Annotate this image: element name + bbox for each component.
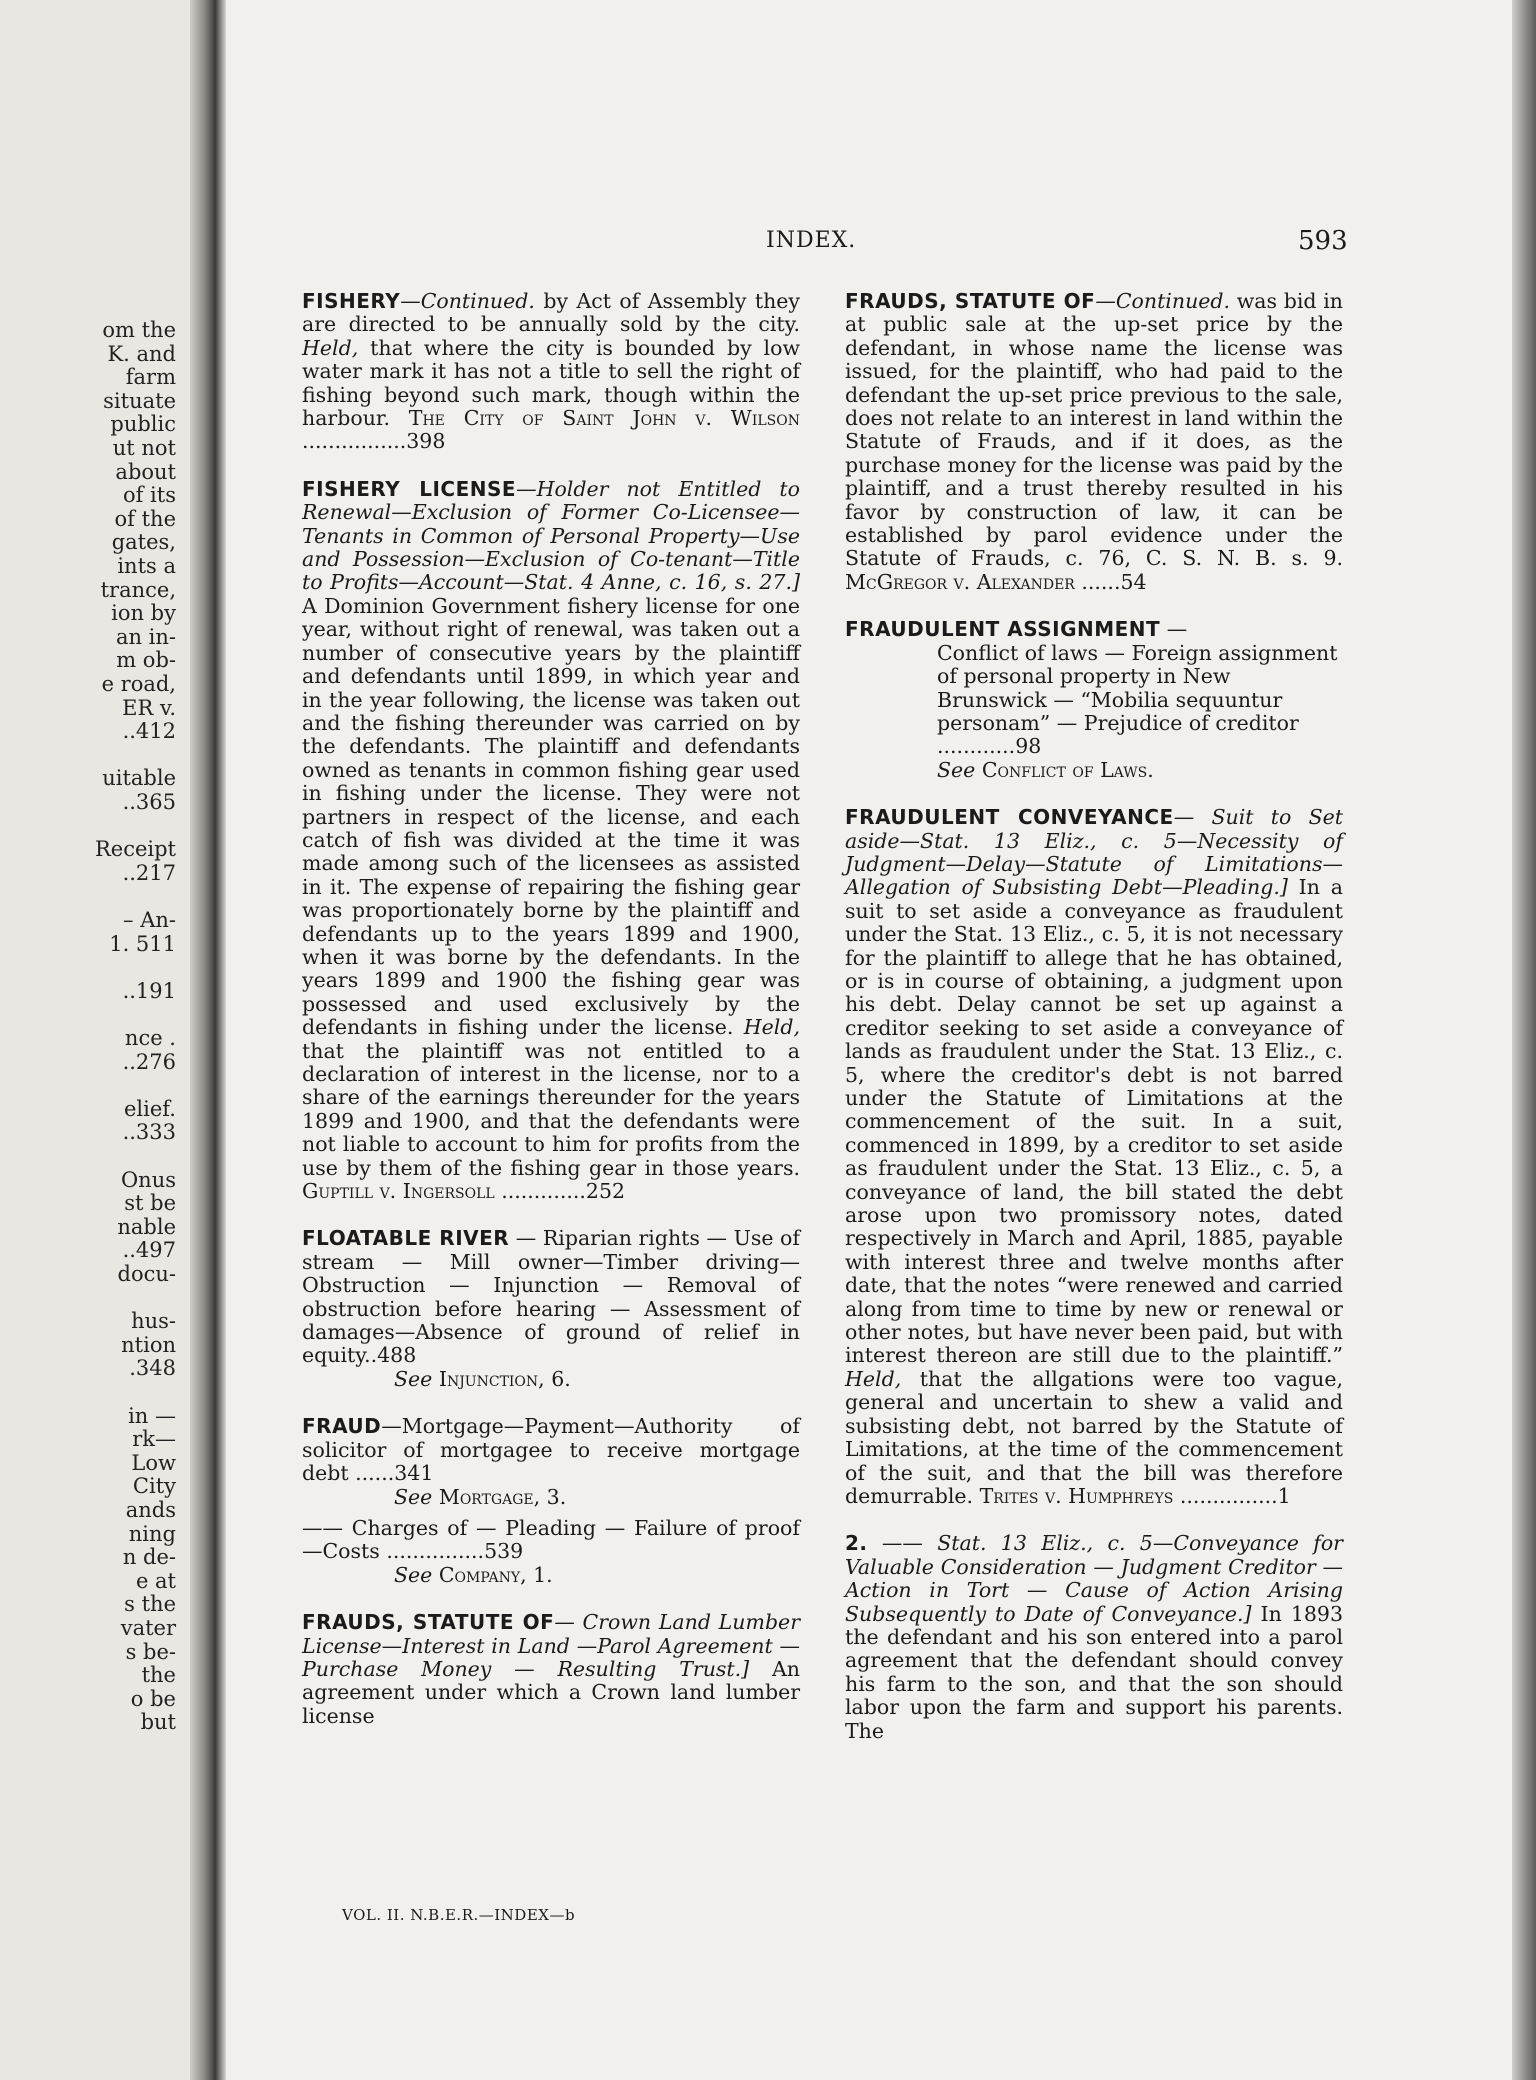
previous-page-line: st be: [124, 1191, 176, 1216]
entry-text: that the allgations were too vague, general and uncertain to shew a valid and subsisting debt, not barred by the Statute of Limitations, at the time of the commencement of the suit, and that the bill was therefore demurrable.: [845, 1366, 1343, 1508]
previous-page-line: ..191: [122, 978, 176, 1003]
page-footer: VOL. II. N.B.E.R.—INDEX—b: [342, 1906, 576, 1924]
entry-fraudulent-conveyance-2: [845, 1532, 1343, 1743]
case-name: McGregor v. Alexander: [845, 569, 1075, 594]
previous-page-line: hus-: [131, 1309, 176, 1334]
entry-fishery-continued: FISHERY—Continued. by Act of Assembly they are directed to be annually sold by the city. Held, that where the city is bounded by low water mark it has not a title to sell the right of fishing beyond such mark, though within the harbour. The City of Saint John v. Wilson ................398: [302, 289, 800, 454]
page-number: 593: [1298, 226, 1348, 256]
previous-page-line: nce .: [124, 1026, 176, 1050]
entry-number: 2.: [845, 1531, 868, 1556]
entry-subheads: — Suit to Set aside—Stat. 13 Eliz., c. 5—Necessity of Judgment—Delay—Statute of Limitations—Allegation of Subsisting Debt—Pleading.]: [845, 805, 1343, 900]
previous-page-line: ..365: [122, 790, 176, 814]
running-head: INDEX.: [766, 228, 857, 253]
entry-fraudulent-assignment: FRAUDULENT ASSIGNMENT — Conflict of laws — Foreign assignment of personal property in New Brunswick — “Mobilia sequuntur personam” — Prejudice of creditor ............98 See Conflict of Laws.: [845, 617, 1338, 782]
case-page: 252: [585, 1179, 626, 1204]
previous-page-line: uitable: [102, 766, 176, 791]
previous-page-line: but: [140, 1710, 176, 1735]
previous-page-line: ..333: [122, 1120, 176, 1145]
held-label: Held,: [302, 335, 359, 360]
entry-heading: FISHERY LICENSE: [302, 476, 517, 501]
previous-page-line: of its: [122, 483, 176, 508]
previous-page-line: ints a: [117, 554, 176, 578]
see-reference: Conflict of Laws.: [981, 757, 1154, 782]
previous-page-line: ands: [125, 1498, 176, 1522]
entry-heading-suffix: —Continued.: [1095, 289, 1231, 313]
see-reference: Injunction, 6.: [438, 1366, 571, 1391]
held-label: Held,: [743, 1015, 800, 1040]
entry-text: was bid in at public sale at the up-set price by the defendant, in whose name the license was issued, for the plaintiff, who had paid to the defendant the up-set price previous to the sale, does not relate to an interest in land within the Statute of Frauds, and if it does, as the purchase money for the license was paid by the plaintiff, and a trust thereby resulted in his favor by construction of law, it can be established by parol evidence under the Statute of Frauds, c. 76, C. S. N. B. s. 9.: [845, 289, 1343, 571]
entry-text: —— Charges of — Pleading — Failure of proof—Costs ...............539: [302, 1515, 800, 1564]
entry-heading: FRAUDS, STATUTE OF: [845, 289, 1096, 313]
entry-text: In a suit to set aside a conveyance as fraudulent under the Stat. 13 Eliz., c. 5, it is not necessary for the plaintiff to allege that he has obtained, or is in course of obtaining, a judgment upon his debt. Delay cannot be set up against a creditor seeking to set aside a conveyance of lands as fraudulent under the Stat. 13 Eliz., c. 5, where the creditor's debt is not barred under the Statute of Limitations at the commencement of the suit. In a suit, commenced in 1899, by a creditor to set aside as fraudulent under the Stat. 13 Eliz., c. 5, a conveyance of land, the bill stated the debt arose upon two promissory notes, dated respectively in March and April, 1885, payable with interest three and twelve months after date, that the notes “were renewed and carried along from time to time by new or renewal or other notes, but have never been paid, but with interest thereon are still due to the plaintiff.”: [845, 875, 1343, 1368]
previous-page-line: e road,: [101, 672, 176, 696]
entry-heading: FRAUD: [302, 1414, 382, 1439]
entry-heading: FRAUDULENT CONVEYANCE: [845, 805, 1174, 830]
see-label: See: [394, 1366, 433, 1391]
left-column: [302, 290, 800, 1752]
entry-subheads: —— Stat. 13 Eliz., c. 5—Conveyance for Valuable Consideration — Judgment Creditor — Action in Tort — Cause of Action Arising Subsequently to Date of Conveyance.]: [845, 1531, 1343, 1626]
entry-fraudulent-conveyance: FRAUDULENT CONVEYANCE— Suit to Set aside—Stat. 13 Eliz., c. 5—Necessity of Judgment—Delay—Statute of Limitations—Allegation of Subsisting Debt—Pleading.] In a suit to set aside a conveyance as fraudulent under the Stat. 13 Eliz., c. 5, it is not necessary for the plaintiff to allege that he has obtained, or is in course of obtaining, a judgment upon his debt. Delay cannot be set up against a creditor seeking to set aside a conveyance of lands as fraudulent under the Stat. 13 Eliz., c. 5, where the creditor's debt is not barred under the Statute of Limitations at the commencement of the suit. In a suit, commenced in 1899, by a creditor to set aside as fraudulent under the Stat. 13 Eliz., c. 5, a conveyance of land, the bill stated the debt arose upon two promissory notes, dated respectively in March and April, 1885, payable with interest three and twelve months after date, that the notes “were renewed and carried along from time to time by new or renewal or other notes, but have never been paid, but with interest thereon are still due to the plaintiff.” Held, that the allgations were too vague, general and uncertain to shew a valid and subsisting debt, not barred by the Statute of Limitations, at the time of the commencement of the suit, and that the bill was therefore demurrable. Trites v. Humphreys ...............1: [845, 805, 1343, 1508]
previous-page-line: an in-: [115, 624, 176, 649]
previous-page-line: of the: [114, 506, 176, 531]
entry-frauds-statute-continued: FRAUDS, STATUTE OF—Continued. was bid in at public sale at the up-set price by the defendant, in whose name the license was issued, for the plaintiff, who had paid to the defendant the up-set price previous to the sale, does not relate to an interest in land within the Statute of Frauds, and if it does, as the purchase money for the license was paid by the plaintiff, and a trust thereby resulted in his favor by construction of law, it can be established by parol evidence under the Statute of Frauds, c. 76, C. S. N. B. s. 9. McGregor v. Alexander ......54: [845, 289, 1343, 594]
previous-page-line: – An-: [123, 908, 176, 932]
previous-page-line: ut not: [112, 436, 176, 460]
previous-page-line: farm: [125, 365, 176, 390]
previous-page-line: 1. 511: [109, 931, 176, 956]
book-gutter: [190, 0, 226, 2080]
previous-page-fragment: [0, 0, 190, 2080]
previous-page-line: ..412: [122, 719, 176, 744]
case-page: 54: [1120, 569, 1147, 594]
previous-page-line: gates,: [111, 530, 176, 555]
entry-text: An agreement under which a Crown land lumber license: [302, 1656, 800, 1728]
entry-fraud: [302, 1415, 800, 1587]
see-reference: Company, 1.: [438, 1562, 553, 1587]
previous-page-line: K. and: [107, 341, 176, 366]
see-label: See: [937, 757, 976, 782]
previous-page-line: docu-: [117, 1262, 176, 1286]
entry-fishery-license: FISHERY LICENSE—Holder not Entitled to Renewal—Exclusion of Former Co-Licensee—Tenants in Common of Personal Property—Use and Possession—Exclusion of Co-tenant—Title to Profits—Account—Stat. 4 Anne, c. 16, s. 27.] A Dominion Government fishery license for one year, without right of renewal, was taken out a number of consecutive years by the plaintiff and defendants until 1899, in which year and in the year following, the license was taken out and the fishing thereunder was carried on by the defendants. The plaintiff and defendants owned as tenants in common fishing gear used in fishing under the license. They were not partners in respect of the license, and each catch of fish was divided at the time it was made among such of the licensees as assisted in it. The expense of repairing the fishing gear was proportionately borne by the plaintiff and defendants up to the years 1899 and 1900, when it was borne by the defendants. In the years 1899 and 1900 the fishing gear was possessed and used exclusively by the defendants in fishing under the license. Held, that the plaintiff was not entitled to a declaration of interest in the license, nor to a share of the earnings thereunder for the years 1899 and 1900, and that the defendants were not liable to account to him for profits from the use by them of the fishing gear in those years. Guptill v. Ingersoll .............252: [302, 476, 800, 1204]
previous-page-line: situate: [103, 388, 176, 413]
previous-page-line: public: [110, 412, 176, 437]
previous-page-line: s be-: [125, 1639, 176, 1664]
previous-page-line: the: [141, 1663, 176, 1688]
entry-heading: FLOATABLE RIVER: [302, 1226, 510, 1251]
previous-page-line: vater: [120, 1616, 176, 1640]
case-name: Guptill v. Ingersoll: [302, 1179, 495, 1204]
entry-text: Conflict of laws — Foreign assignment of personal property in New Brunswick — “Mobilia sequuntur personam” — Prejudice of creditor ............98: [937, 640, 1338, 759]
entry-text: — Riparian rights — Use of stream — Mill owner—Timber driving—Obstruction — Injunction — Removal of obstruction before hearing — Assessment of damages—Absence of ground of relief in equity..488: [302, 1226, 800, 1368]
previous-page-line: nable: [117, 1214, 176, 1239]
entry-text: —Mortgage—Payment—Authority of solicitor of mortgagee to receive mortgage debt ......341: [302, 1414, 800, 1486]
see-reference: Mortgage, 3.: [438, 1484, 567, 1509]
previous-page-line: ..497: [122, 1238, 176, 1263]
entry-subheads: —Holder not Entitled to Renewal—Exclusion of Former Co-Licensee—Tenants in Common of Personal Property—Use and Possession—Exclusion of Co-tenant—Title to Profits—Account—Stat. 4 Anne, c. 16, s. 27.]: [302, 476, 800, 595]
previous-page-line: trance,: [100, 577, 176, 602]
entry-floatable-river: [302, 1227, 800, 1391]
entry-heading-suffix: —Continued.: [400, 289, 535, 313]
entry-text: In 1893 the defendant and his son entered into a parol agreement that the defendant should convey his farm to the son, and that the son should labor upon the farm and support his parents. The: [845, 1601, 1343, 1743]
see-label: See: [394, 1484, 433, 1509]
case-name: The City of Saint John v. Wilson: [408, 406, 800, 431]
previous-page-line: ER v.: [122, 695, 176, 720]
previous-page-line: s the: [124, 1592, 176, 1617]
see-label: See: [394, 1562, 433, 1587]
right-column: [845, 290, 1343, 1767]
previous-page-line: Receipt: [94, 837, 176, 862]
entry-heading: FISHERY: [302, 289, 401, 313]
previous-page-line: n de-: [122, 1545, 176, 1570]
previous-page-line: ning: [128, 1521, 176, 1546]
page-edge: [1512, 0, 1536, 2080]
previous-page-line: ion by: [111, 601, 176, 626]
previous-page-line: elief.: [124, 1096, 176, 1121]
case-page: 1: [1277, 1483, 1291, 1508]
entry-text: A Dominion Government fishery license for one year, without right of renewal, was taken out a number of consecutive years by the plaintiff and defendants until 1899, in which year and in the year following, the license was taken out and the fishing thereunder was carried on by the defendants. The plaintiff and defendants owned as tenants in common fishing gear used in fishing under the license. They were not partners in respect of the license, and each catch of fish was divided at the time it was made among such of the licensees as assisted in it. The expense of repairing the fishing gear was proportionately borne by the plaintiff and defendants up to the years 1899 and 1900, when it was borne by the defendants. In the years 1899 and 1900 the fishing gear was possessed and used exclusively by the defendants in fishing under the license.: [302, 593, 800, 1040]
previous-page-line: Onus: [120, 1167, 176, 1192]
previous-page-line: rk—: [132, 1427, 176, 1452]
previous-page-line: City: [132, 1474, 176, 1499]
case-name: Trites v. Humphreys: [979, 1483, 1174, 1508]
entry-text: that the plaintiff was not entitled to a declaration of interest in the license, nor to a share of the earnings thereunder for the years 1899 and 1900, and that the defendants were not liable to account to him for profits from the use by them of the fishing gear in those years.: [302, 1038, 800, 1180]
entry-fraud-sub: [302, 1517, 800, 1564]
entry-text: by Act of Assembly they are directed to be annually sold by the city.: [302, 289, 800, 337]
entry-text: that where the city is bounded by low water mark it has not a title to sell the right of fishing beyond such mark, though within the harbour.: [302, 335, 800, 431]
previous-page-line: about: [115, 459, 176, 484]
entry-subheads: — Crown Land Lumber License—Interest in Land —Parol Agreement — Purchase Money — Resulting Trust.]: [302, 1610, 800, 1681]
previous-page-line: .348: [129, 1356, 176, 1381]
previous-page-line: om the: [102, 318, 176, 342]
previous-page-line: ..217: [122, 860, 176, 885]
previous-page-line: e at: [135, 1568, 176, 1593]
previous-page-line: m ob-: [116, 648, 176, 673]
entry-heading: FRAUDULENT ASSIGNMENT: [845, 617, 1161, 642]
held-label: Held,: [845, 1366, 902, 1391]
previous-page-line: Low: [131, 1450, 176, 1475]
previous-page-line: ntion: [121, 1332, 176, 1357]
previous-page-line: o be: [130, 1686, 176, 1711]
entry-heading: FRAUDS, STATUTE OF: [302, 1610, 555, 1635]
entry-frauds-statute: [302, 1611, 800, 1728]
previous-page-line: ..276: [122, 1049, 176, 1074]
previous-page-line: in —: [128, 1403, 176, 1428]
case-page: 398: [406, 429, 446, 454]
